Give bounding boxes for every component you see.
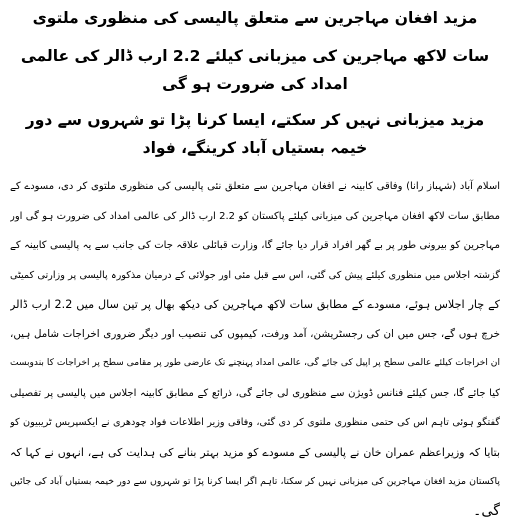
body-line: گزشتہ اجلاس میں منظوری کیلئے پیش کی گئی، اس سے قبل مئی اور جولائی کے درمیان مذکورہ پالیسی پر وزارتی کمیٹی <box>10 261 500 291</box>
body-line: پاکستان مزید افغان مہاجرین کی میزبانی نہیں کر سکتا، تاہم اگر ایسا کرنا پڑا تو شہروں سے دور خیمہ بستیاں آباد کی جائیں <box>10 467 500 497</box>
body-line: مہاجرین کو بیرونی طور پر بے گھر افراد قرار دیا جائے گا، وزارت قبائلی علاقہ جات کی جانب سے یہ پالیسی کابینہ کے <box>10 231 500 261</box>
body-line: کے چار اجلاس ہوئے، مسودے کے مطابق سات لاکھ مہاجرین کی دیکھ بھال پر تین سال میں 2.2 ارب ڈالر <box>10 290 500 320</box>
body-line: گفتگو ہوئی تاہم اس کی حتمی منظوری ملتوی کر دی گئی، وفاقی وزیر اطلاعات فواد چودھری نے ایکسپریس ٹریبیون کو <box>10 408 500 438</box>
body-line: ان اخراجات کیلئے عالمی سطح پر اپیل کی جائے گی، عالمی امداد پہنچنے تک عارضی طور پر مقامی سطح پر اخراجات کا بندوبست <box>10 349 500 379</box>
subheadline-1: سات لاکھ مہاجرین کی میزبانی کیلئے 2.2 ارب ڈالر کی عالمی امداد کی ضرورت ہو گی <box>10 42 500 98</box>
body-line: بتایا کہ وزیراعظم عمران خان نے پالیسی کے مسودے کو مزید بہتر بنانے کی ہدایت کی ہے، انہوں نے کہا کہ <box>10 438 500 468</box>
article-body <box>10 172 500 526</box>
headline-block <box>10 4 500 162</box>
body-line: کیا جائے گا، جس کیلئے فنانس ڈویژن سے منظوری لی جائے گی، ذرائع کے مطابق کابینہ اجلاس میں پالیسی پر تفصیلی <box>10 379 500 409</box>
body-line: خرچ ہوں گے، جس میں ان کی رجسٹریشن، آمد ورفت، کیمپوں کی تنصیب اور دیگر ضروری اخراجات شامل ہیں، <box>10 320 500 350</box>
headline: مزید افغان مہاجرین سے متعلق پالیسی کی منظوری ملتوی <box>10 4 500 32</box>
body-line: اسلام آباد (شہباز رانا) وفاقی کابینہ نے افغان مہاجرین سے متعلق نئی پالیسی کی منظوری ملتوی کر دی، مسودے کے <box>10 172 500 202</box>
body-line: گی۔ <box>10 497 500 526</box>
subheadline-2: مزید میزبانی نہیں کر سکتے، ایسا کرنا پڑا تو شہروں سے دور خیمہ بستیاں آباد کرینگے، فواد <box>10 106 500 162</box>
body-line: مطابق سات لاکھ افغان مہاجرین کی میزبانی کیلئے پاکستان کو 2.2 ارب ڈالر کی عالمی امداد کی ضرورت ہو گی اور <box>10 202 500 232</box>
